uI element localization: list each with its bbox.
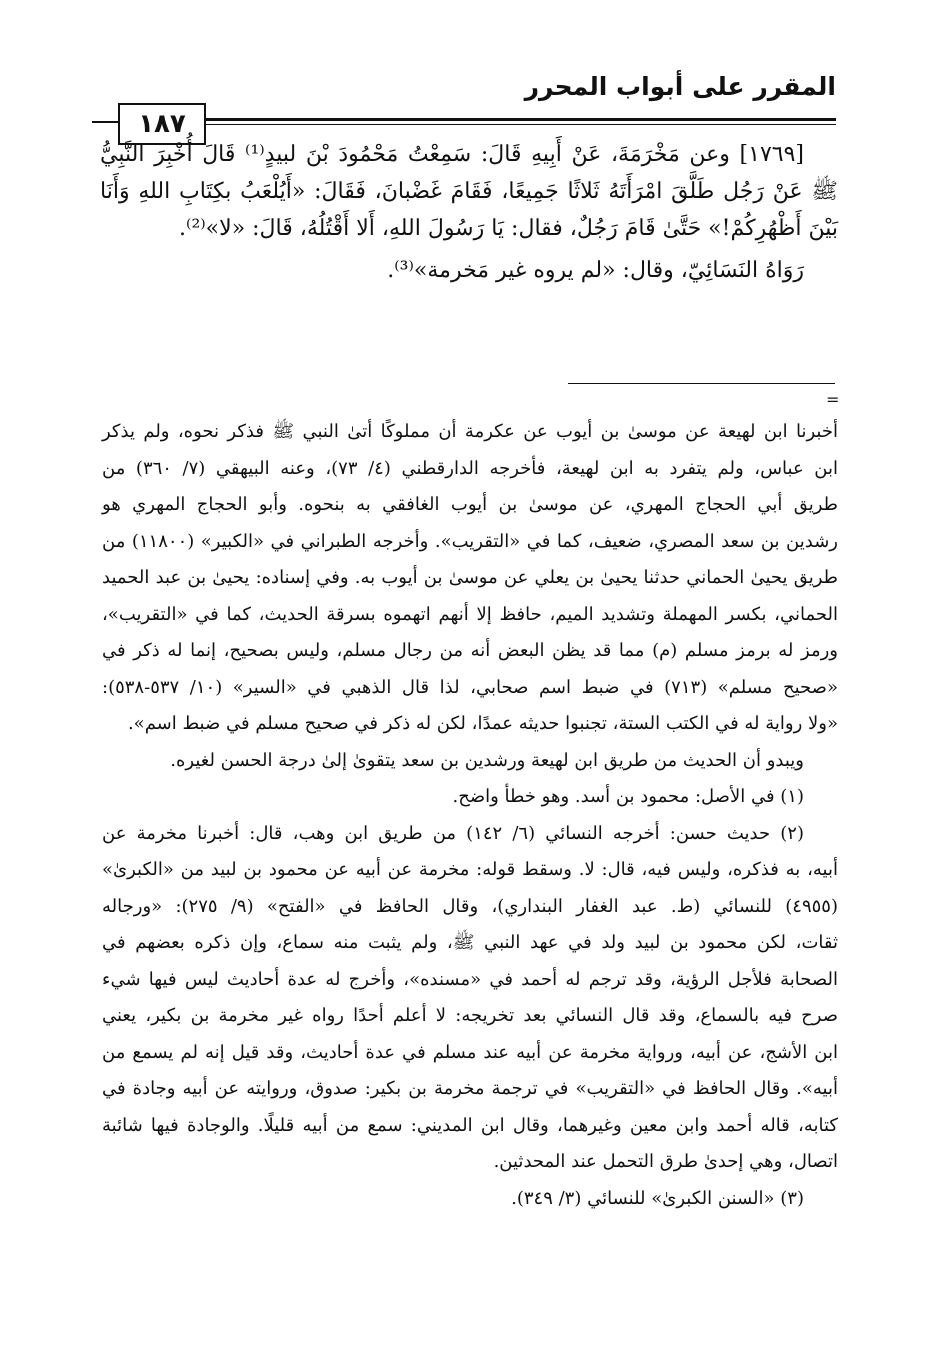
header-rule-thin: [205, 124, 836, 125]
footnote-line: رشدين بن سعد المصري، ضعيف، كما في «التقريب». وأخرجه الطبراني في «الكبير» (١١٨٠٠) من: [102, 530, 838, 552]
continuation-mark: =: [826, 390, 840, 409]
footnote-line: (٣) «السنن الكبرىٰ» للنسائي (٣/ ٣٤٩).: [511, 1187, 804, 1209]
main-line: بَيْنَ أَظْهُرِكُمْ!» حَتَّىٰ قَامَ رَجُلٌ، فقال: يَا رَسُولَ اللهِ، أَلا أَقْتُلُهُ، قَالَ: «لا»⁽²⁾.: [179, 216, 838, 241]
footnote-line: ابن عباس، ولم يتفرد به ابن لهيعة، فأخرجه الدارقطني (٤/ ٧٣)، وعنه البيهقي (٧/ ٣٦٠) من: [102, 457, 838, 479]
header-rule: [205, 118, 836, 121]
footnote-line: طريق يحيىٰ الحماني حدثنا يحيىٰ بن يعلي عن موسىٰ بن أيوب به. وفي إسناده: يحيىٰ بن عبد الحميد: [102, 567, 838, 588]
main-line: ﷺ عَنْ رَجُل طَلَّقَ امْرَأَتَهُ ثَلاثًا جَمِيعًا، فَقَامَ غَضْبانَ، فَقَالَ: «أَيُلْعَبُ بكِتَابِ اللهِ وَأَنَا: [100, 179, 838, 204]
footnote-line: الحماني، بكسر المهملة وتشديد الميم، حافظ إلا أنهم اتهموه بسرقة الحديث، كما في «التقريب»،: [102, 603, 838, 625]
footnote-line: اتصال، وهي إحدىٰ طرق التحمل عند المحدثين.: [493, 1151, 838, 1172]
running-header-title: المقرر على أبواب المحرر: [524, 72, 836, 101]
footnote-line: (١) في الأصل: محمود بن أسد. وهو خطأ واضح.: [452, 786, 804, 807]
footnote-line: كتابه، قاله أحمد وابن معين وغيرهما، وقال ابن المديني: سمع من أبيه قليلًا. والوجادة فيها شائبة: [102, 1114, 838, 1136]
footnote-line: ويبدو أن الحديث من طريق ابن لهيعة ورشدين بن سعد يتقوىٰ إلىٰ درجة الحسن لغيره.: [170, 749, 804, 771]
footnote-line: (٢) حديث حسن: أخرجه النسائي (٦/ ١٤٢) من طريق ابن وهب، قال: أخبرنا مخرمة عن: [102, 822, 804, 844]
footnote-line: (٤٩٥٥) للنسائي (ط. عبد الغفار البنداري)، وقال الحافظ في «الفتح» (٩/ ٢٧٥): «ورجاله: [102, 895, 838, 917]
footnote-line: ورمز له برمز مسلم (م) مما قد يظن البعض أنه من رجال مسلم، وليس بصحيح، إنما له ذكر في: [102, 640, 838, 661]
footnote-line: أبيه». وقال الحافظ في «التقريب» في ترجمة مخرمة بن بكير: صدوق، وروايته عن أبيه وجادة في: [102, 1078, 838, 1099]
footnote-separator: [568, 383, 835, 384]
header-rule-left: [92, 121, 120, 123]
main-line: [١٧٦٩] وعن مَخْرَمَةَ، عَنْ أَبِيهِ قَالَ: سَمِعْتُ مَحْمُودَ بْنَ لبيدٍ⁽¹⁾ قَالَ أُخْبِرَ النَّبِيُّ: [100, 142, 804, 167]
footnote-line: طريق أبي الحجاج المهري، عن موسىٰ بن أيوب الغافقي به بنحوه. وأبو الحجاج المهري هو: [102, 494, 838, 515]
footnote-line: «صحيح مسلم» (٧١٣) في ضبط اسم صحابي، لذا قال الذهبي في «السير» (١٠/ ٥٣٧-٥٣٨):: [102, 676, 838, 698]
attribution: رَوَاهُ النَسَائِيّ، وقال: «لم يروه غير مَخرمة»⁽³⁾.: [387, 258, 804, 283]
footnote-line: أخبرنا ابن لهيعة عن موسىٰ بن أيوب عن عكرمة أن مملوكًا أتىٰ النبي ﷺ فذكر نحوه، ولم يذكر: [102, 421, 838, 442]
page-number: ١٨٧: [118, 103, 206, 145]
footnote-line: ثقات، لكن محمود بن لبيد ولد في عهد النبي ﷺ، ولم يثبت منه سماع، وإن ذكره بعضهم في: [102, 932, 838, 953]
main-text: [100, 136, 838, 289]
footnotes: [102, 414, 838, 1217]
footnote-line: «ولا رواية له في الكتب الستة، تجنبوا حديثه عمدًا، لكن له ذكر في صحيح مسلم في ضبط اسم».: [127, 713, 838, 734]
footnote-line: صرح فيه بالسماع، وقد قال النسائي بعد تخريجه: لا أعلم أحدًا رواه غير مخرمة بن بكير، يعني: [102, 1005, 838, 1026]
footnote-line: أبيه، به فذكره، وليس فيه، قال: لا. وسقط قوله: مخرمة عن أبيه عن محمود بن لبيد من «الكبرىٰ»: [102, 859, 838, 880]
footnote-line: الصحابة فلأجل الرؤية، وقد ترجم له أحمد في «مسنده»، وأخرج له عدة أحاديث ليس فيها شيء: [102, 968, 838, 990]
footnote-line: ابن الأشج، عن أبيه، ورواية مخرمة عن أبيه عند مسلم في عدة أحاديث، وقد قيل إنه لم يسمع من: [102, 1041, 839, 1063]
